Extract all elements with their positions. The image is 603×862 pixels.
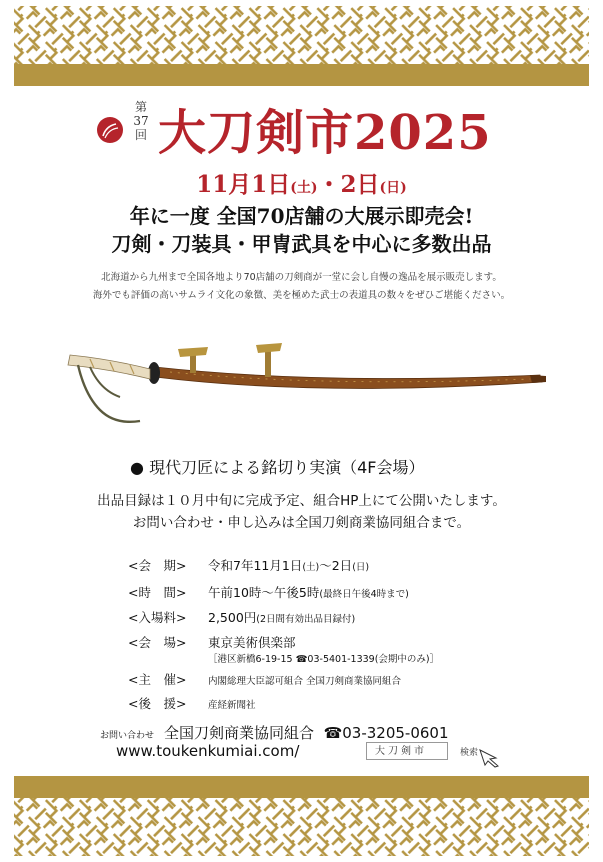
date-1-weekday: (土) <box>290 180 318 196</box>
bottom-decorative-band <box>14 776 589 856</box>
info-note: (最終日午後4時まで) <box>319 589 409 600</box>
bullet-text: 現代刀匠による銘切り実演（4F会場） <box>149 458 425 477</box>
headline <box>0 202 603 258</box>
bullet-icon: ● <box>130 458 144 477</box>
info-label: <主 催> <box>128 672 187 687</box>
cursor-arrow-icon <box>478 748 502 768</box>
info-value: 午前10時〜午後5時 <box>208 585 320 600</box>
intro-line: 海外でも評価の高いサムライ文化の象徴、美を極めた武士の表道具の数々をぜひご堪能ください。 <box>92 290 511 301</box>
tachi-sword-image <box>60 335 550 435</box>
edition-prefix: 第 <box>134 100 147 114</box>
gold-bar <box>14 776 589 798</box>
headline-line: 年に一度 全国70店舗の大展示即売会! <box>129 204 474 228</box>
info-row-support <box>128 694 256 712</box>
intro-line: 北海道から九州まで全国各地より70店舗の刀剣商が一堂に会し自慢の逸品を展示販売します。 <box>101 272 502 283</box>
contact-prefix: お問い合わせ <box>100 731 155 741</box>
info-value-weekday: (日) <box>352 562 370 573</box>
info-row-host <box>128 670 401 688</box>
info-value: 内閣総理大臣認可組合 全国刀剣商業協同組合 <box>208 676 402 687</box>
search-input[interactable]: 大刀剣市 <box>366 742 448 760</box>
sayagata-pattern <box>14 6 589 64</box>
info-note: (2日間有効出品目録付) <box>256 614 356 625</box>
info-value-weekday: (土) <box>302 562 320 573</box>
search-button[interactable]: 検索 <box>460 748 479 758</box>
date-2: 2日 <box>340 171 380 198</box>
contact-line <box>100 722 449 743</box>
info-value: 2,500円 <box>208 610 257 625</box>
note-line: 出品目録は１０月中旬に完成予定、組合HP上にて公開いたします。 <box>97 493 506 509</box>
gold-bar <box>14 64 589 86</box>
info-row-period <box>128 556 369 574</box>
sayagata-pattern <box>14 798 589 856</box>
info-value: 〜2日 <box>319 558 353 573</box>
date-separator: ・ <box>317 171 341 198</box>
event-dates <box>0 166 603 199</box>
headline-line: 刀剣・刀装具・甲冑武具を中心に多数出品 <box>111 232 492 256</box>
date-2-weekday: (日) <box>379 180 407 196</box>
info-value: 令和7年11月1日 <box>208 558 303 573</box>
info-venue-address: ［港区新橋6-19-15 ☎03-5401-1339(会期中のみ)］ <box>208 654 440 665</box>
notes <box>0 490 603 534</box>
info-value: 産経新聞社 <box>208 700 256 711</box>
page-title: 大刀剣市2025 <box>158 105 492 161</box>
edition-suffix: 回 <box>134 128 147 142</box>
info-label: <会 期> <box>128 558 187 573</box>
info-row-fee <box>128 608 355 626</box>
info-label: <入場料> <box>128 610 187 625</box>
edition-value: 37 <box>133 114 149 128</box>
info-label: <会 場> <box>128 635 187 650</box>
info-row-venue <box>128 633 296 651</box>
info-value: 東京美術倶楽部 <box>208 635 296 650</box>
intro-text <box>0 269 603 305</box>
website-link[interactable]: www.toukenkumiai.com/ <box>116 742 300 760</box>
info-label: <時 間> <box>128 585 187 600</box>
demo-bullet <box>130 455 424 478</box>
info-label: <後 援> <box>128 696 187 711</box>
top-decorative-band <box>14 6 589 86</box>
info-row-hours <box>128 583 409 601</box>
rising-sun-logo-icon <box>96 116 124 144</box>
contact-org: 全国刀剣商業協同組合 <box>164 724 315 742</box>
edition-number <box>133 100 149 142</box>
note-line: お問い合わせ・申し込みは全国刀剣商業協同組合まで。 <box>132 515 471 531</box>
date-1: 11月1日 <box>196 171 291 198</box>
contact-phone: ☎03-3205-0601 <box>323 724 449 742</box>
